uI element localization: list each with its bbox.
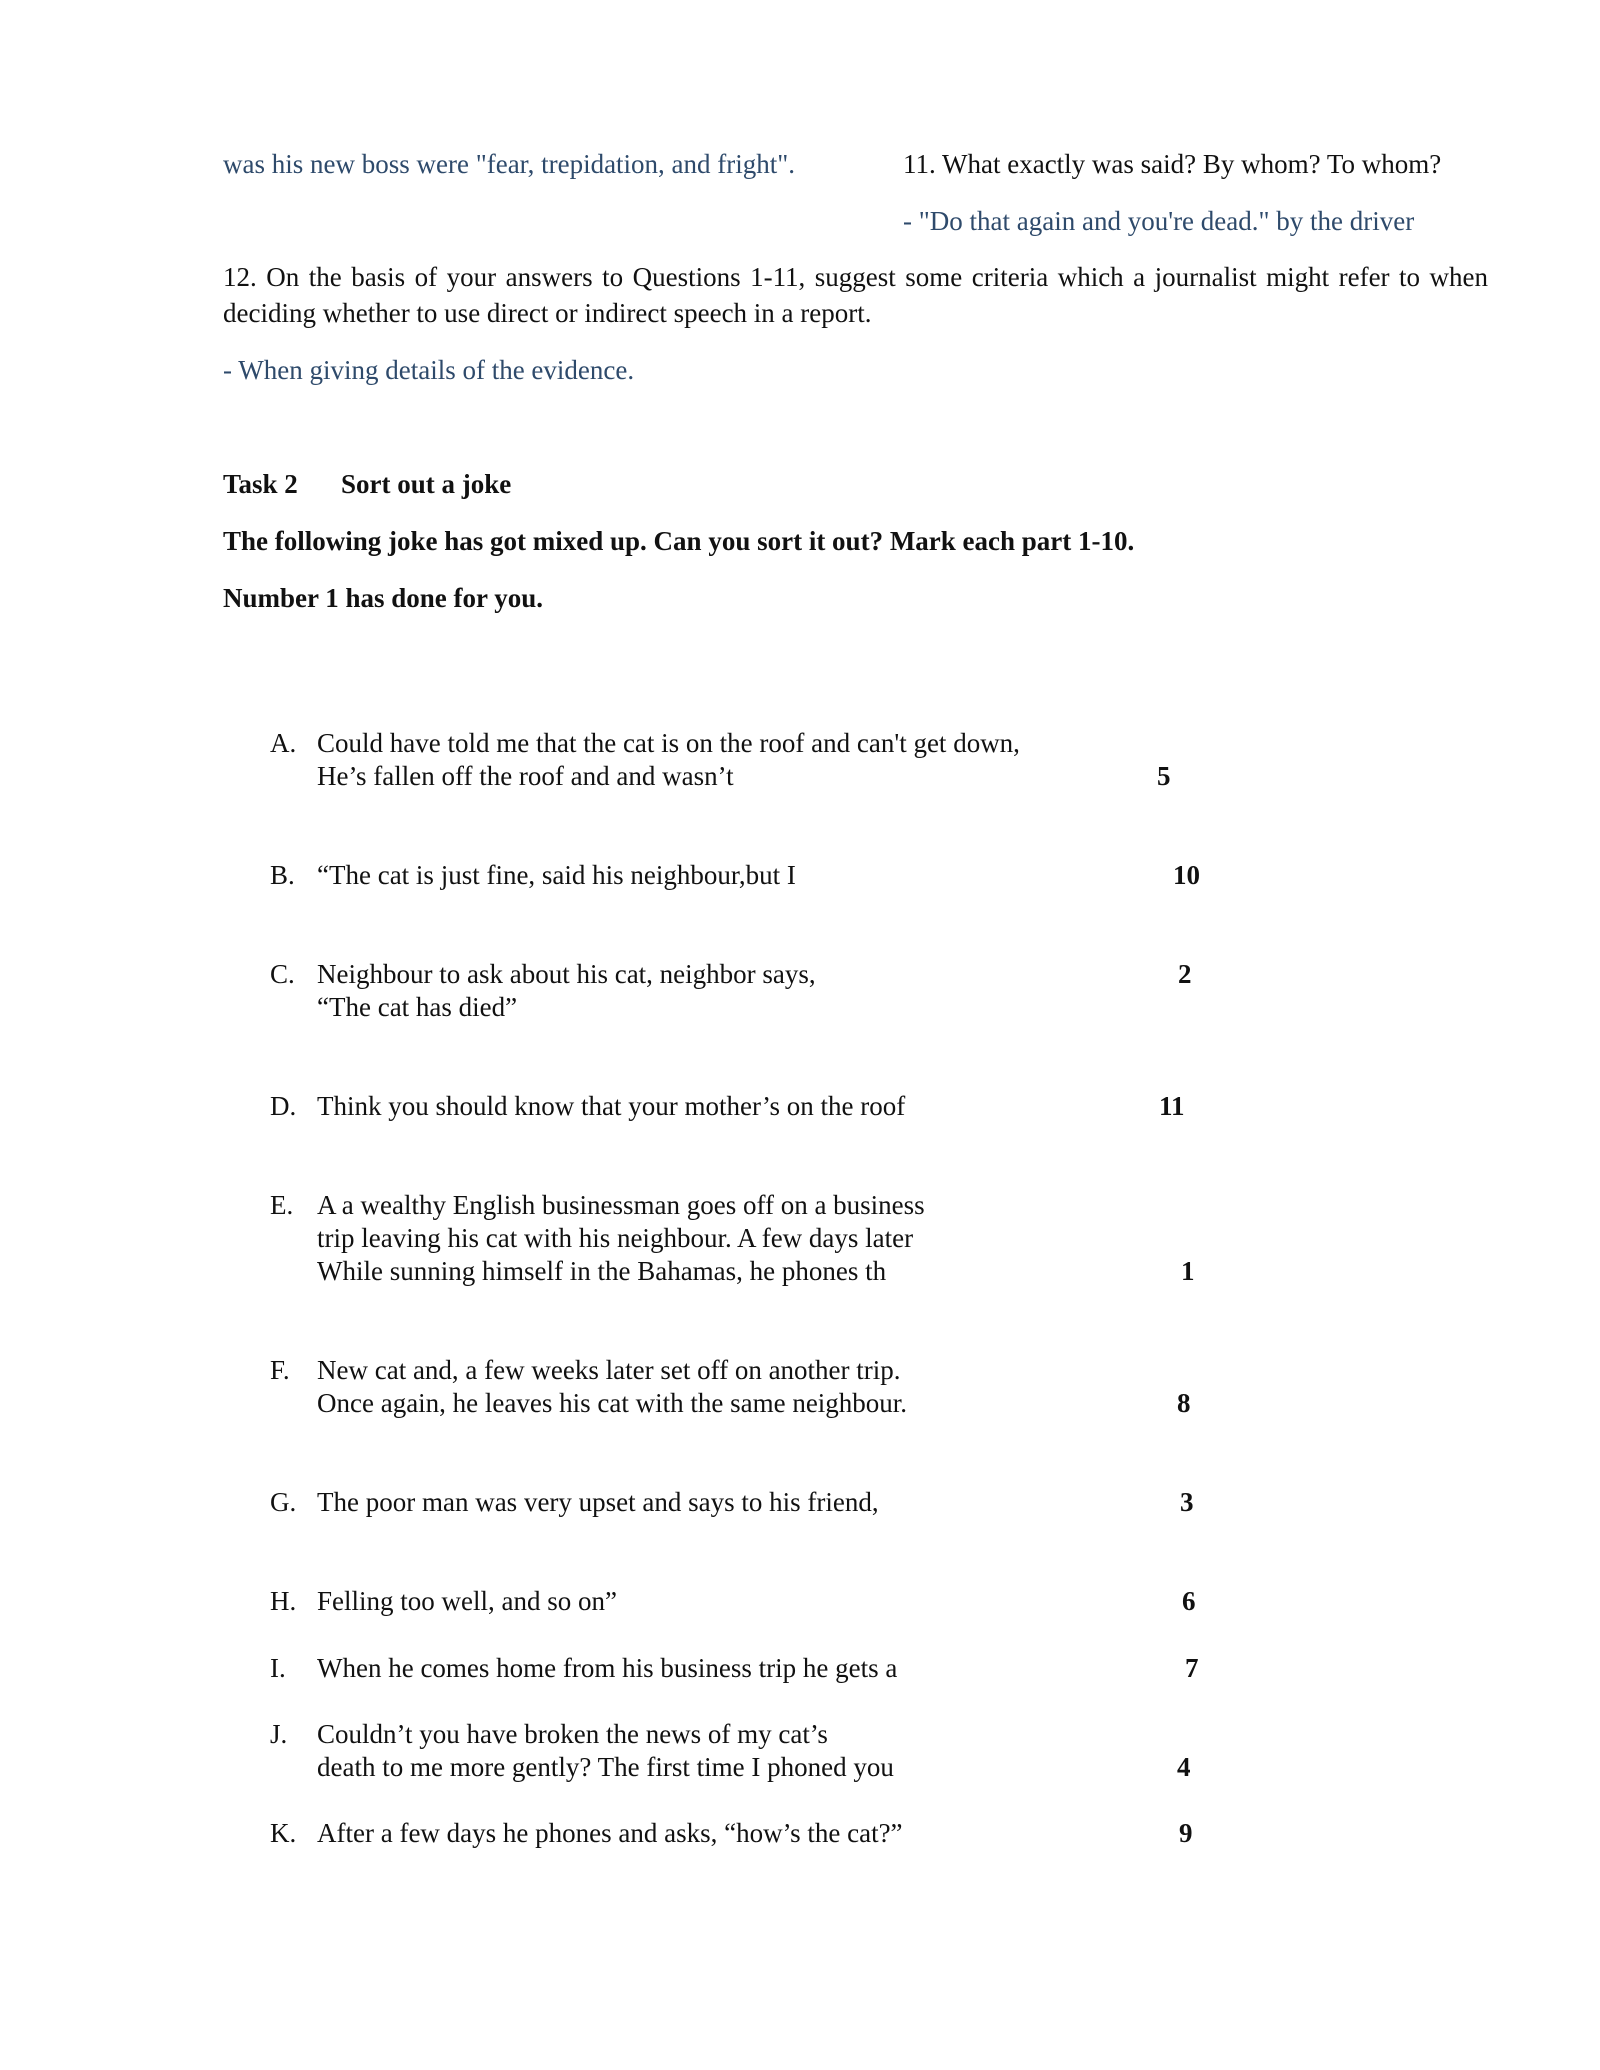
item-text [317, 1585, 1077, 1618]
item-mark: 5 [1157, 761, 1171, 791]
item-letter: G. [270, 1487, 297, 1517]
item-line: Could have told me that the cat is on the roof and can't get down, [317, 728, 1020, 758]
item-text [317, 727, 1077, 793]
task-number: Task 2 [223, 469, 298, 499]
question-11-text: 11. What exactly was said? By whom? To whom? [903, 149, 1442, 179]
item-letter: B. [270, 860, 295, 890]
item-letter: J. [270, 1719, 288, 1749]
item-line: He’s fallen off the roof and and wasn’t [317, 761, 734, 791]
item-text [317, 1486, 1077, 1519]
item-letter: E. [270, 1190, 294, 1220]
item-letter: C. [270, 959, 295, 989]
item-line: “The cat has died” [317, 992, 518, 1022]
item-text [317, 958, 1077, 1024]
item-line: death to me more gently? The first time I phoned you [317, 1752, 894, 1782]
item-letter: A. [270, 728, 297, 758]
item-mark: 7 [1185, 1653, 1199, 1683]
item-line: trip leaving his cat with his neighbour. A few days later [317, 1223, 914, 1253]
task-note: Number 1 has done for you. [223, 583, 544, 613]
item-mark: 9 [1179, 1818, 1193, 1848]
task-title: Sort out a joke [341, 469, 512, 499]
task-instruction: The following joke has got mixed up. Can you sort it out? Mark each part 1-10. [223, 526, 1135, 556]
item-mark: 8 [1177, 1388, 1191, 1418]
item-line: Once again, he leaves his cat with the same neighbour. [317, 1388, 908, 1418]
item-mark: 4 [1177, 1752, 1191, 1782]
item-line: New cat and, a few weeks later set off on another trip. [317, 1355, 901, 1385]
item-text [317, 1189, 1077, 1288]
question-12-answer: - When giving details of the evidence. [223, 355, 635, 385]
item-line: Think you should know that your mother’s on the roof [317, 1091, 906, 1121]
item-line: After a few days he phones and asks, “how’s the cat?” [317, 1818, 903, 1848]
item-letter: H. [270, 1586, 297, 1616]
item-line: While sunning himself in the Bahamas, he phones th [317, 1256, 887, 1286]
question-11 [903, 146, 1503, 239]
item-line: A a wealthy English businessman goes off on a business [317, 1190, 925, 1220]
item-line: When he comes home from his business trip he gets a [317, 1653, 898, 1683]
item-line: “The cat is just fine, said his neighbour,but I [317, 860, 796, 890]
item-mark: 10 [1173, 860, 1200, 890]
previous-answer-text: was his new boss were "fear, trepidation, and fright". [223, 149, 796, 179]
task-2-heading [223, 466, 511, 502]
item-text [317, 1652, 1077, 1685]
item-letter: I. [270, 1653, 286, 1683]
item-letter: D. [270, 1091, 297, 1121]
item-text [317, 1354, 1077, 1420]
item-letter: K. [270, 1818, 297, 1848]
question-12-text: 12. On the basis of your answers to Questions 1-11, suggest some criteria which a journalist might refer to when deciding whether to use direct or indirect speech in a report. [223, 262, 1488, 328]
question-11-answer: - "Do that again and you're dead." by the driver [903, 206, 1415, 236]
item-line: Neighbour to ask about his cat, neighbor says, [317, 959, 816, 989]
item-mark: 1 [1181, 1256, 1195, 1286]
item-letter: F. [270, 1355, 290, 1385]
item-line: Couldn’t you have broken the news of my cat’s [317, 1719, 828, 1749]
item-text [317, 1090, 1077, 1123]
item-text [317, 859, 1077, 892]
item-mark: 3 [1180, 1487, 1194, 1517]
item-text [317, 1718, 1077, 1784]
item-line: The poor man was very upset and says to his friend, [317, 1487, 879, 1517]
item-mark: 11 [1159, 1091, 1185, 1121]
item-mark: 6 [1182, 1586, 1196, 1616]
item-line: Felling too well, and so on” [317, 1586, 617, 1616]
item-text [317, 1817, 1077, 1850]
item-mark: 2 [1178, 959, 1192, 989]
